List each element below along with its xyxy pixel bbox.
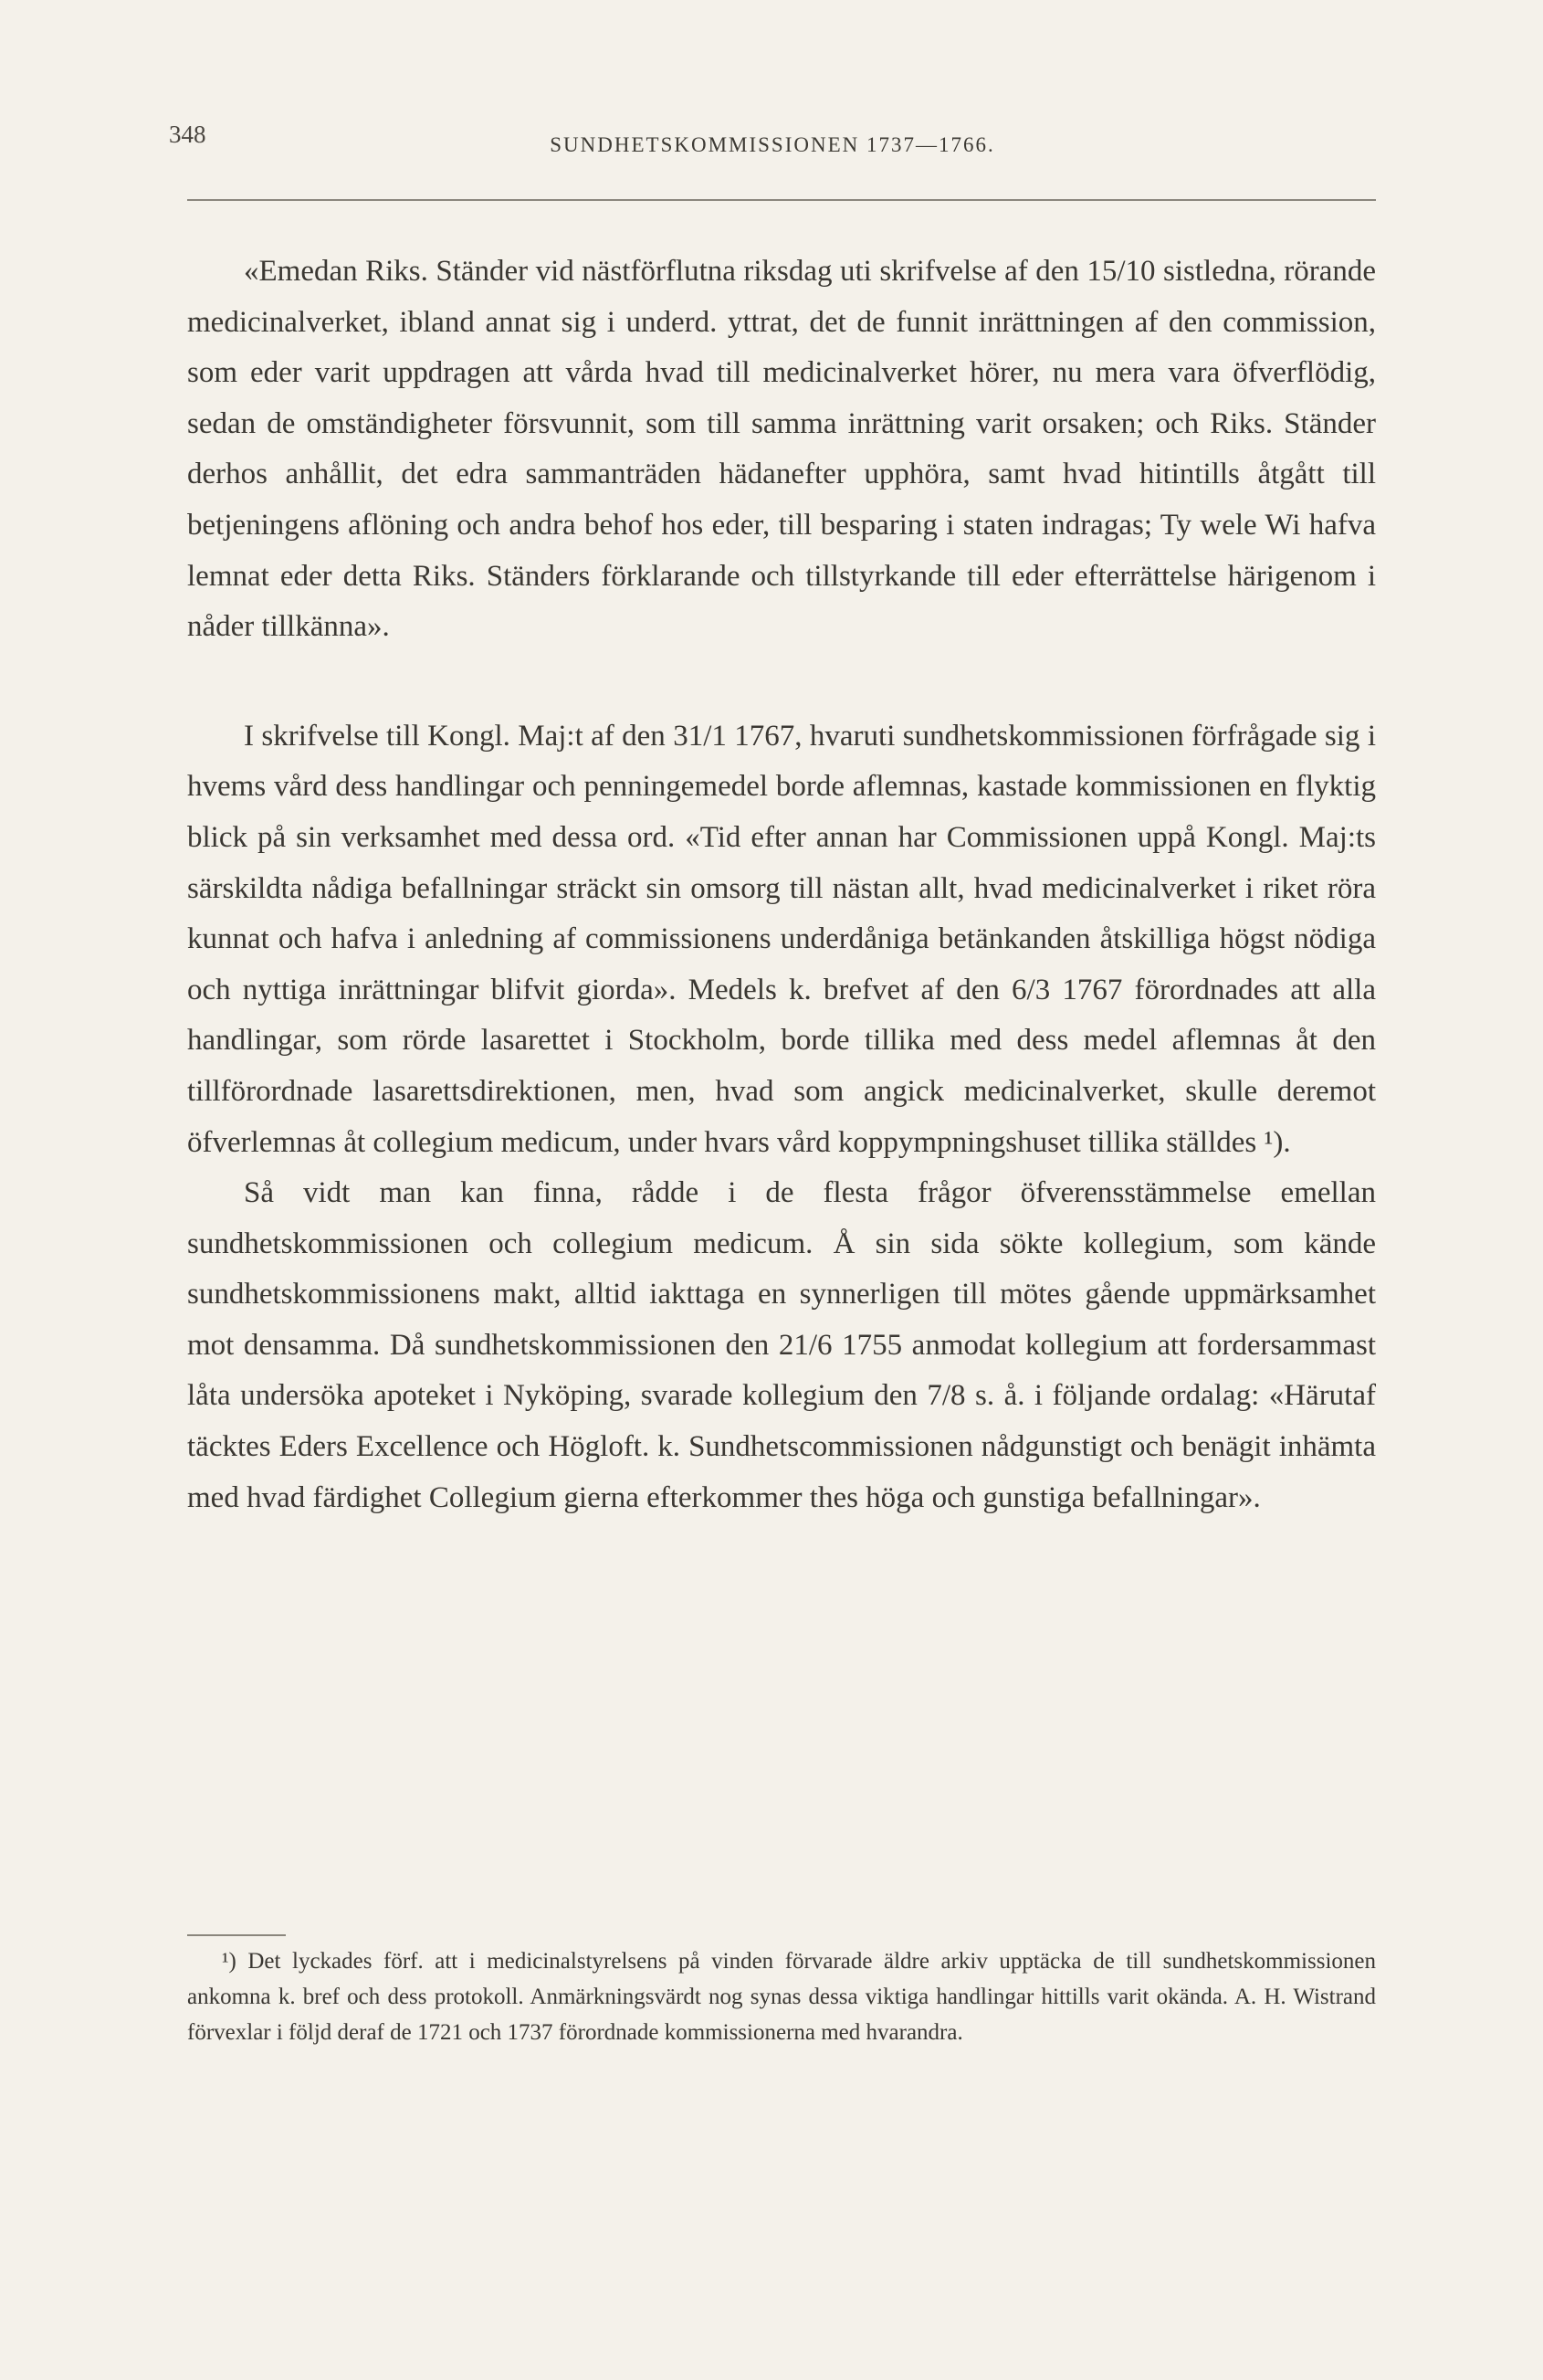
running-title: SUNDHETSKOMMISSIONEN 1737—1766. [550,133,995,156]
paragraph-collegium-relations: Så vidt man kan finna, rådde i de flesta frågor öfverensstämmelse emellan sundhetskommissionen och collegium medicum. Å sin sida sökte kollegium, som kände sundhetskommissionens makt, alltid iakttaga en synnerligen till mötes gående uppmärksamhet mot densamma. Då sundhetskommissionen den 21/6 1755 anmodat kollegium att fordersammast låta undersöka apoteket i Nyköping, svarade kollegium den 7/8 s. å. i följande ordalag: «Härutaf täcktes Eders Excellence och Högloft. k. Sundhetscommissionen nådgunstigt och benägit inhämta med hvad färdighet Collegium gierna efterkommer thes höga och gunstiga befallningar». [187,1176,1376,1514]
header-rule [187,199,1376,201]
footnote-rule [187,1934,286,1936]
paragraph-royal-letter-quote: «Emedan Riks. Ständer vid nästförflutna riksdag uti skrifvelse af den 15/10 sistledna, rörande medicinalverket, ibland annat sig i underd. yttrat, det de funnit inrättningen af den commission, som eder varit uppdragen att vårda hvad till medicinalverket hörer, nu mera vara öfverflödig, sedan de omständigheter försvunnit, som till samma inrättning varit orsaken; och Riks. Ständer derhos anhållit, det edra sammanträden hädanefter upphöra, samt hvad hitintills åtgått till betjeningens aflöning och andra behof hos eder, till besparing i staten indragas; Ty wele Wi hafva lemnat eder detta Riks. Ständers förklarande och tillstyrkande till eder efterrättelse härigenom i nåder tillkänna». [187,255,1376,644]
page-header [169,121,1376,175]
page-number: 348 [169,121,206,148]
paragraph-commission-records: I skrifvelse till Kongl. Maj:t af den 31/1 1767, hvaruti sundhetskommissionen förfrågade sig i hvems vård dess handlingar och penningemedel borde aflemnas, kastade kommissionen en flyktig blick på sin verksamhet med dessa ord. «Tid efter annan har Commissionen uppå Kongl. Maj:ts särskildta nådiga befallningar sträckt sin omsorg till nästan allt, hvad medicinalverket i riket röra kunnat och hafva i anledning af commissionens underdåniga betänkanden åtskilliga högst nödiga och nyttiga inrättningar blifvit giorda». Medels k. brefvet af den 6/3 1767 förordnades att alla handlingar, som rörde lasarettet i Stockholm, borde tillika med dess medel aflemnas åt den tillförordnade lasarettsdirektionen, men, hvad som angick medicinalverket, skulle deremot öfverlemnas åt collegium medicum, under hvars vård koppympningshuset tillika ställdes ¹). [187,719,1376,1159]
footnote: ¹) Det lyckades förf. att i medicinalstyrelsens på vinden förvarade äldre arkiv upptäcka de till sundhetskommissionen ankomna k. bref och dess protokoll. Anmärkningsvärdt nog synas dessa viktiga handlingar hittills varit okända. A. H. Wistrand förvexlar i följd deraf de 1721 och 1737 förordnade kommissionerna med hvarandra. [187,1949,1376,2045]
page-body [187,247,1376,1523]
